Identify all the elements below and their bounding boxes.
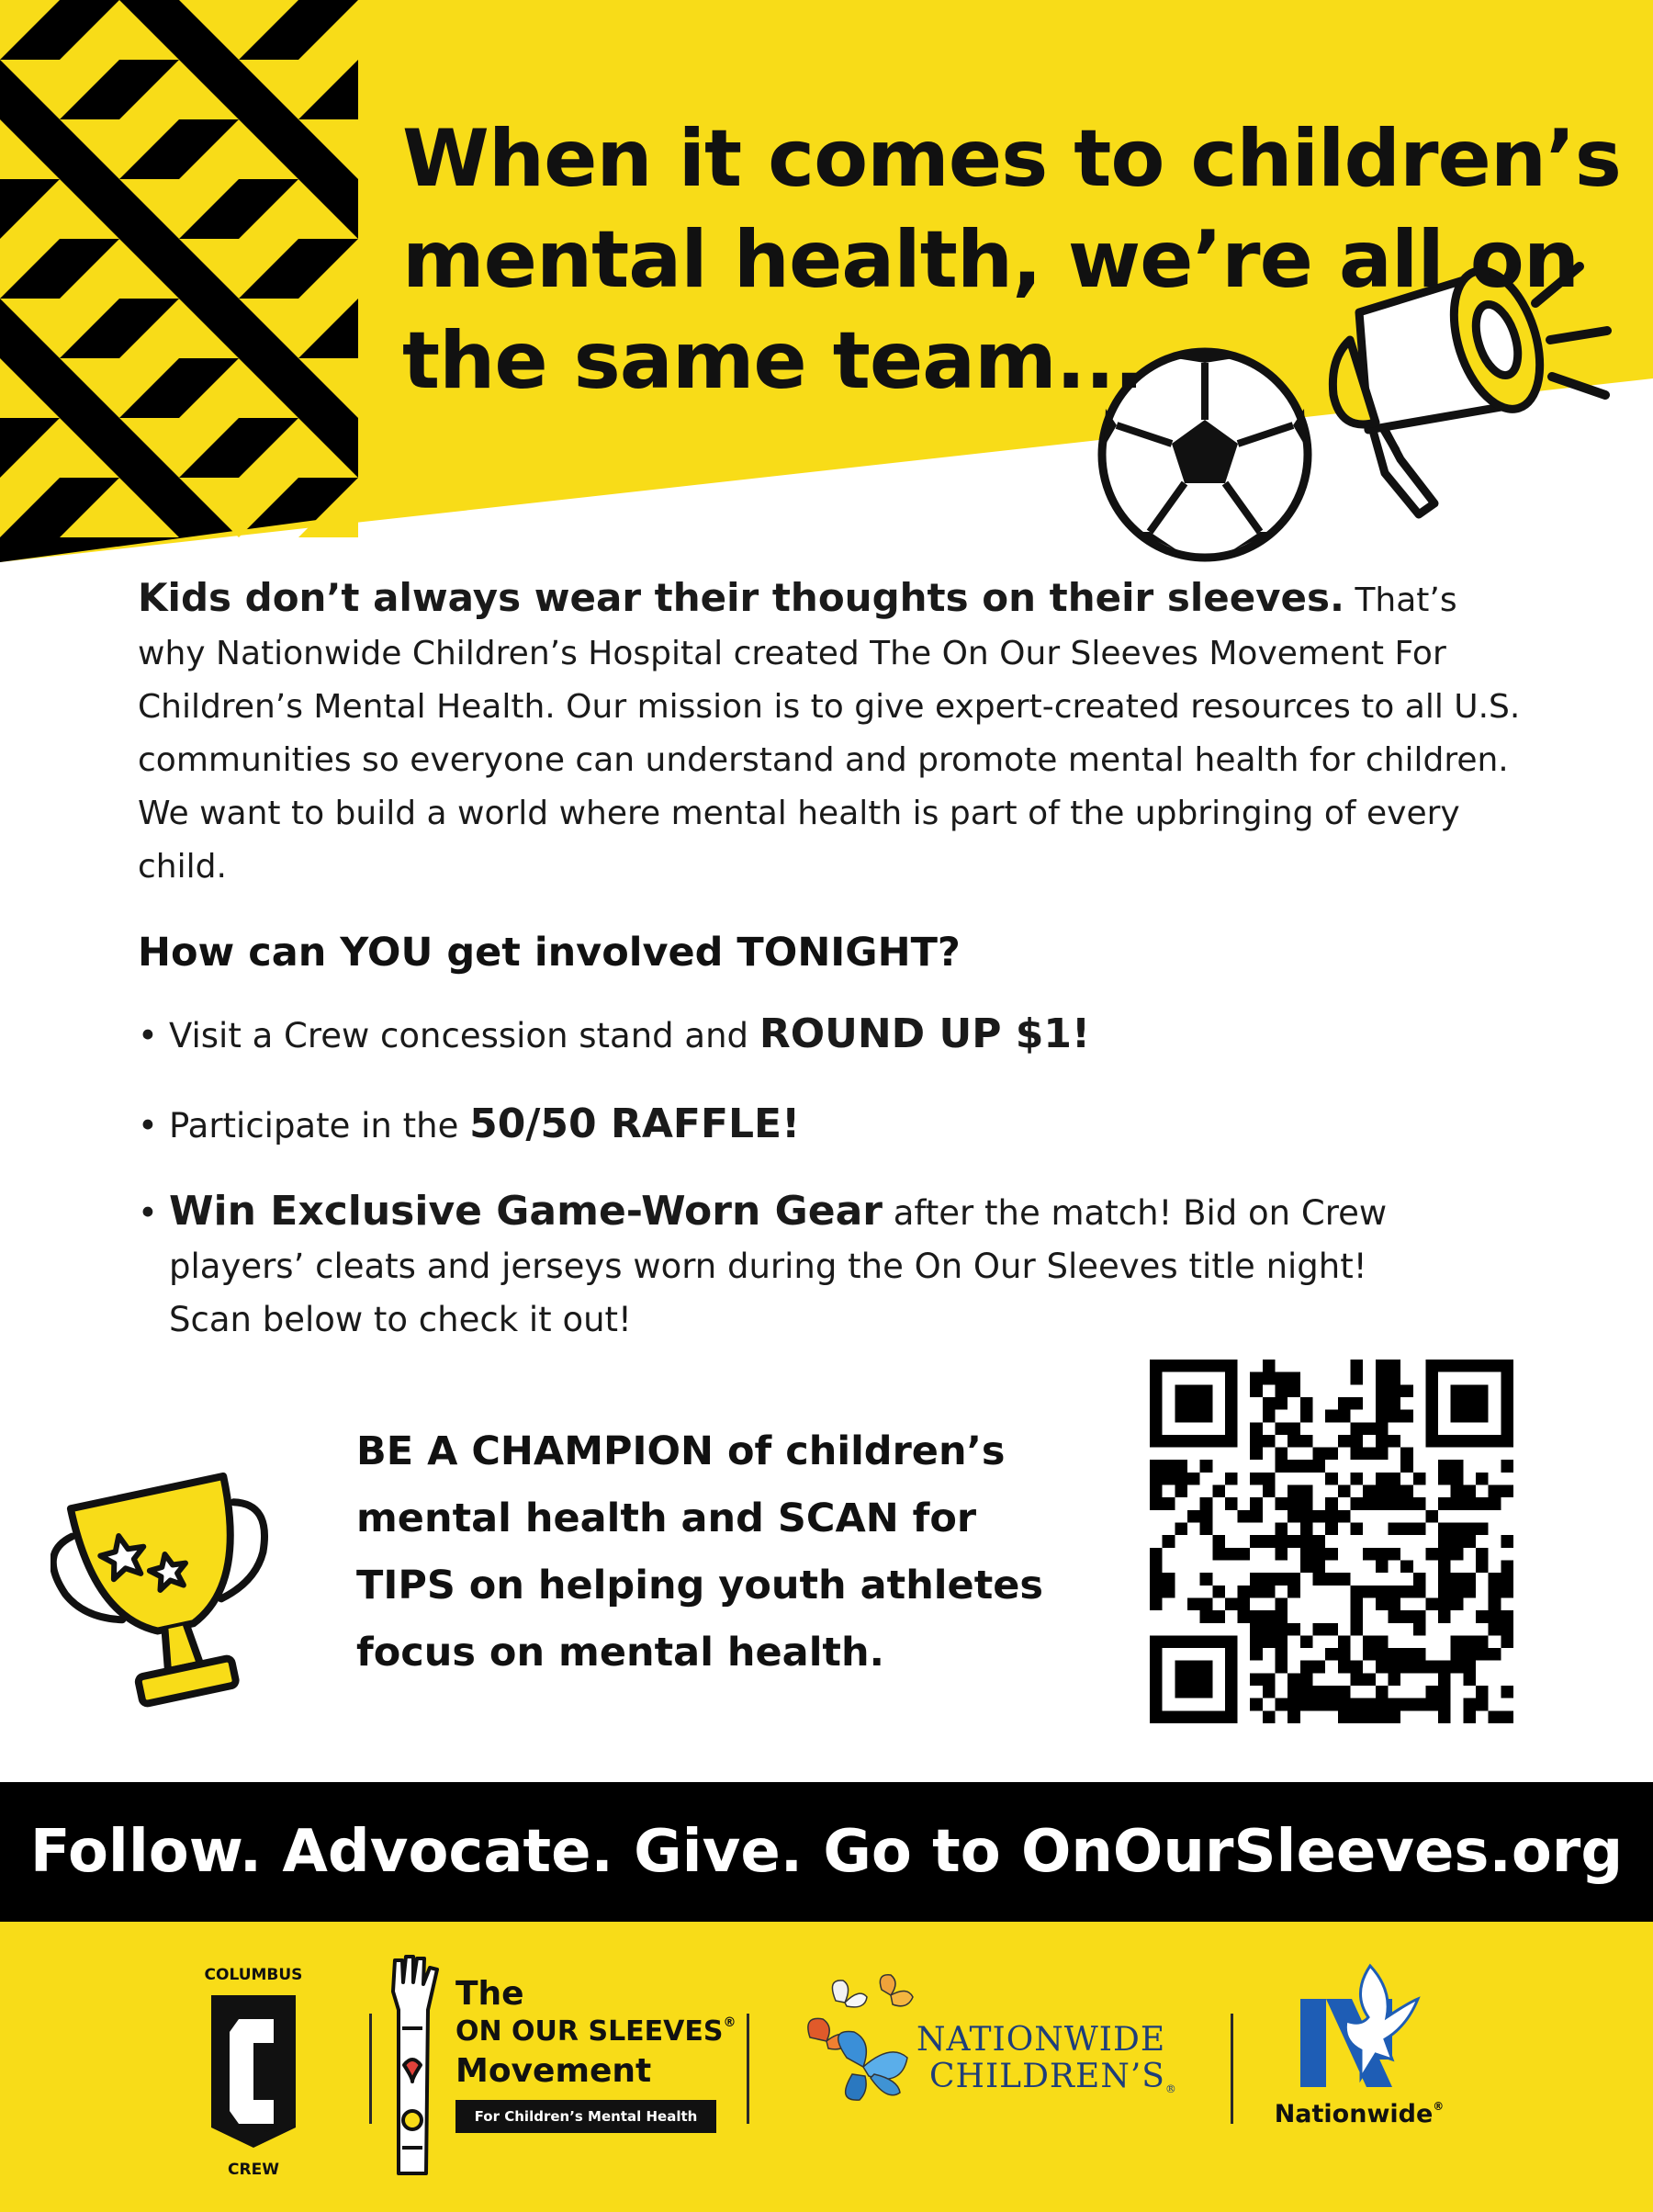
nationwide-logo-reg: ®: [1433, 2100, 1445, 2113]
nationwide-logo-name: Nationwide: [1274, 2100, 1434, 2128]
logo-divider: [747, 2014, 749, 2124]
sleeves-logo-movement: Movement: [455, 2052, 652, 2090]
crew-logo-bottom: CREW: [228, 2161, 279, 2179]
nationwide-logo: [1267, 1962, 1451, 2146]
involved-heading: How can YOU get involved TONIGHT?: [138, 930, 961, 976]
bullet-1-text: Visit a Crew concession stand and: [169, 1016, 759, 1055]
bullet-dot: •: [138, 1016, 158, 1055]
eagle-icon: [1297, 1962, 1425, 2091]
nationwide-childrens-reg: ®: [1164, 2082, 1177, 2095]
bullet-2-text: Participate in the: [169, 1106, 470, 1146]
headline-line-2: mental health, we’re all on: [402, 214, 1580, 306]
champion-line-3: TIPS on helping youth athletes: [356, 1563, 1044, 1608]
butterflies-icon: [799, 1973, 918, 2111]
headline: [402, 108, 1621, 412]
bullet-3-line-2: players’ cleats and jerseys worn during the On Our Sleeves title night!: [169, 1247, 1367, 1286]
sleeves-logo-reg: ®: [723, 2015, 737, 2030]
triangle-pattern: [0, 0, 358, 562]
bullet-3-bold: Win Exclusive Game-Worn Gear: [169, 1188, 883, 1235]
bullet-2-bold: 50/50 RAFFLE!: [469, 1100, 801, 1147]
intro-lead: Kids don’t always wear their thoughts on their sleeves.: [138, 575, 1344, 620]
nationwide-childrens-line-1: NATIONWIDE: [916, 2021, 1166, 2059]
crew-logo-number: 96: [263, 2122, 278, 2135]
sleeves-logo-tagline: For Children’s Mental Health: [455, 2100, 716, 2133]
sleeves-logo-the: The: [455, 1975, 524, 2013]
logo-divider: [369, 2014, 372, 2124]
bullet-3-line-1: after the match! Bid on Crew: [882, 1193, 1388, 1233]
intro-body: That’s why Nationwide Children’s Hospital created The On Our Sleeves Movement For Children’s Mental Health. Our mission is to give expert-created resources to all U.S. communities so everyone can understand and promote mental health for children. We want to build a world where mental health is part of the upbringing of every child.: [138, 581, 1521, 886]
nationwide-childrens-logo: [799, 1973, 1203, 2120]
sleeve-arm-icon: [386, 1955, 444, 2175]
sleeves-logo-name: ON OUR SLEEVES: [455, 2015, 724, 2048]
champion-line-1: BE A CHAMPION of children’s: [356, 1428, 1006, 1474]
trophy-icon: [51, 1462, 289, 1738]
bullet-game-worn-gear: [138, 1185, 1570, 1347]
champion-text: [356, 1418, 1054, 1687]
intro-paragraph: [138, 571, 1534, 894]
bullet-1-bold: ROUND UP $1!: [759, 1010, 1091, 1057]
columbus-crew-logo: [200, 1966, 307, 2186]
champion-line-4: focus on mental health.: [356, 1630, 884, 1676]
logo-divider: [1231, 2014, 1233, 2124]
nationwide-childrens-line-2: CHILDREN’S: [929, 2058, 1165, 2095]
crew-shield-icon: [208, 1992, 299, 2151]
headline-line-1: When it comes to children’s: [402, 113, 1621, 205]
bullet-round-up: [138, 1008, 1090, 1063]
crew-logo-top: COLUMBUS: [204, 1966, 303, 1984]
bullet-raffle: [138, 1098, 800, 1153]
bullet-3-line-3: Scan below to check it out!: [169, 1300, 632, 1339]
on-our-sleeves-logo: [386, 1955, 737, 2175]
footer-cta-text[interactable]: Follow. Advocate. Give. Go to OnOurSleeves.org: [29, 1818, 1624, 1886]
champion-line-2: mental health and SCAN for: [356, 1495, 977, 1541]
bullet-dot: •: [138, 1106, 158, 1146]
headline-line-3: the same team...: [402, 315, 1143, 407]
qr-code-icon[interactable]: [1150, 1360, 1513, 1723]
bullet-dot: •: [138, 1193, 158, 1233]
